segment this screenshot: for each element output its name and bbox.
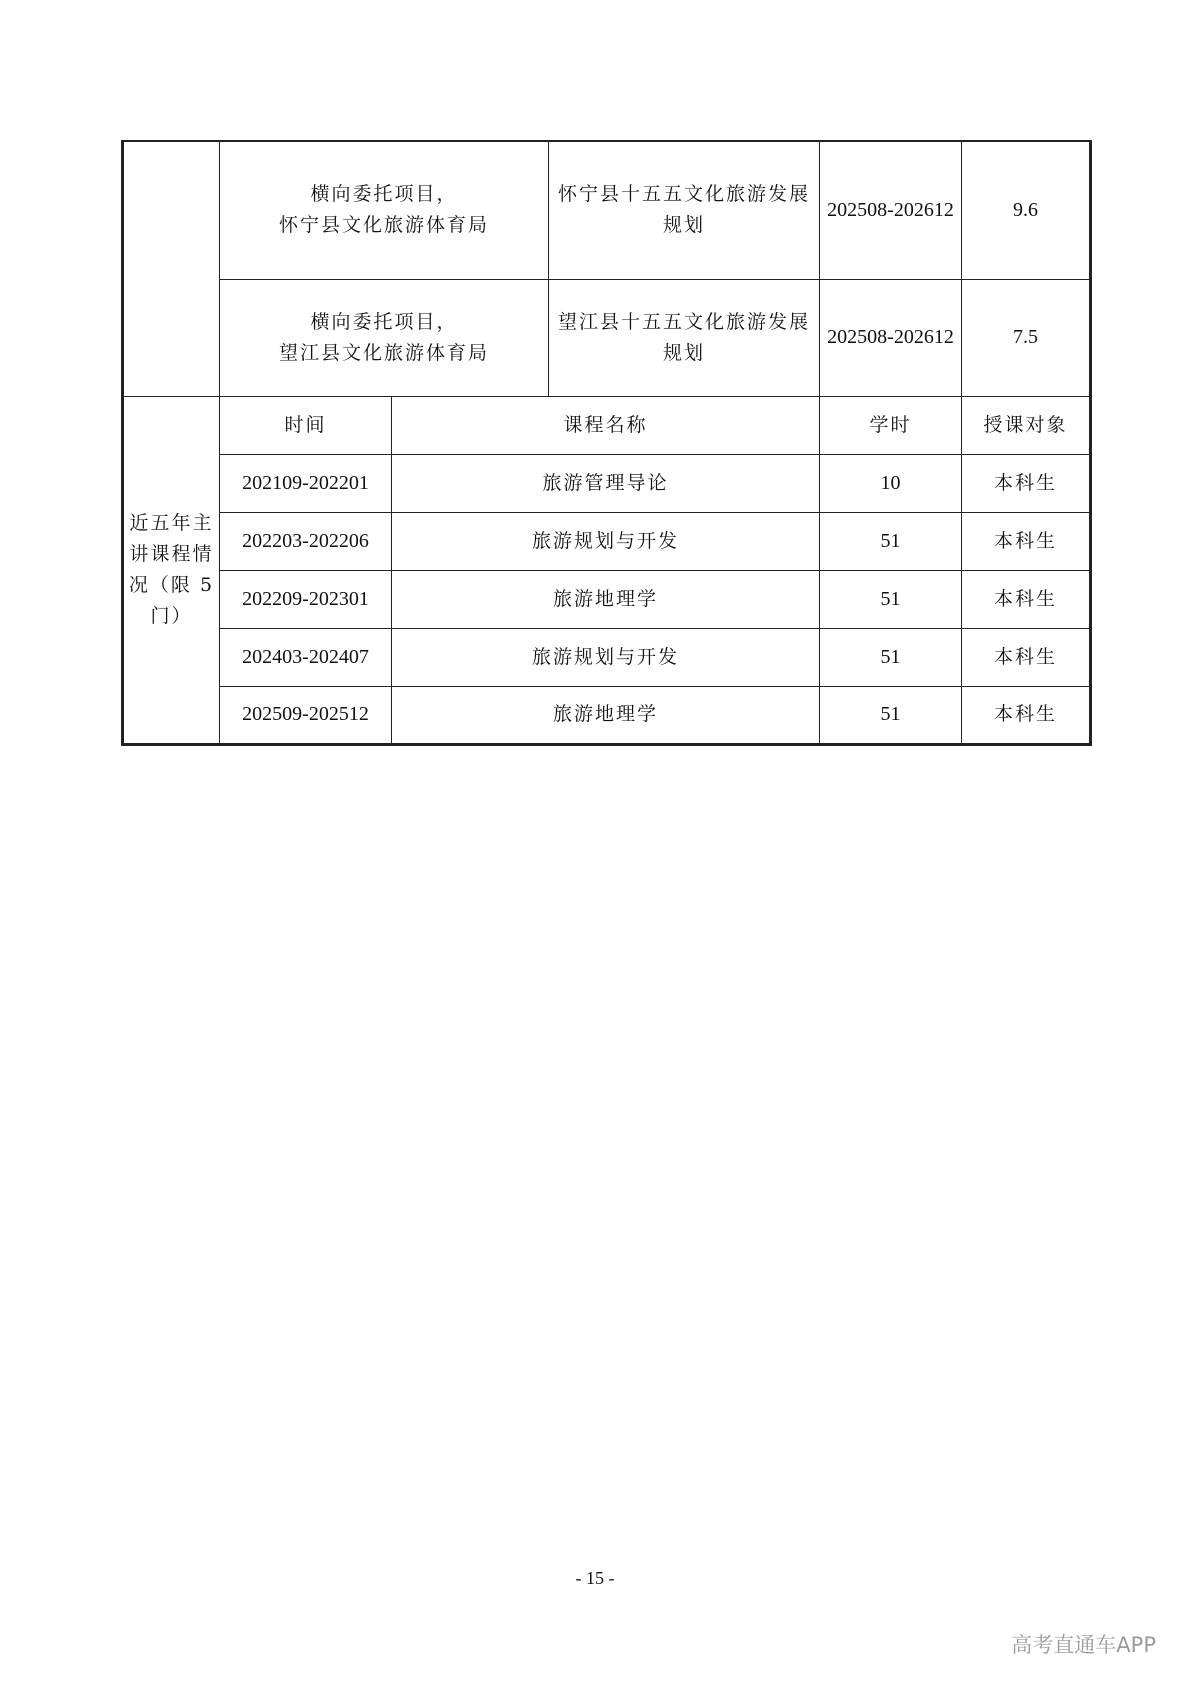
project-name: 怀宁县十五五文化旅游发展 规划 (549, 141, 820, 279)
project-row (123, 279, 1091, 396)
course-row (123, 628, 1091, 686)
watermark-text: 高考直通车APP (1011, 1633, 1156, 1657)
course-time: 202109-202201 (220, 454, 392, 512)
course-hours: 51 (820, 570, 962, 628)
course-row (123, 686, 1091, 744)
course-name: 旅游规划与开发 (392, 628, 820, 686)
project-name: 望江县十五五文化旅游发展 规划 (549, 279, 820, 396)
blank-label-cell (123, 141, 220, 396)
info-table (121, 140, 1092, 746)
course-row (123, 454, 1091, 512)
header-course-name: 课程名称 (392, 396, 820, 454)
course-time: 202403-202407 (220, 628, 392, 686)
header-time: 时间 (220, 396, 392, 454)
header-audience: 授课对象 (962, 396, 1091, 454)
course-name: 旅游规划与开发 (392, 512, 820, 570)
project-period: 202508-202612 (820, 279, 962, 396)
page-number: - 15 - (575, 1568, 615, 1588)
course-time: 202509-202512 (220, 686, 392, 744)
course-time: 202209-202301 (220, 570, 392, 628)
project-period: 202508-202612 (820, 141, 962, 279)
course-audience: 本科生 (962, 512, 1091, 570)
header-hours: 学时 (820, 396, 962, 454)
course-name: 旅游地理学 (392, 686, 820, 744)
course-hours: 51 (820, 686, 962, 744)
course-row (123, 512, 1091, 570)
course-name: 旅游管理导论 (392, 454, 820, 512)
project-amount: 9.6 (962, 141, 1091, 279)
course-audience: 本科生 (962, 686, 1091, 744)
project-source: 横向委托项目， 望江县文化旅游体育局 (220, 279, 549, 396)
course-audience: 本科生 (962, 454, 1091, 512)
course-header-row (123, 396, 1091, 454)
course-hours: 10 (820, 454, 962, 512)
course-row (123, 570, 1091, 628)
course-audience: 本科生 (962, 570, 1091, 628)
project-row (123, 141, 1091, 279)
project-amount: 7.5 (962, 279, 1091, 396)
course-audience: 本科生 (962, 628, 1091, 686)
course-hours: 51 (820, 628, 962, 686)
courses-section-label: 近五年主 讲课程情 况（限 5 门） (123, 396, 220, 744)
course-name: 旅游地理学 (392, 570, 820, 628)
course-time: 202203-202206 (220, 512, 392, 570)
project-source: 横向委托项目， 怀宁县文化旅游体育局 (220, 141, 549, 279)
course-hours: 51 (820, 512, 962, 570)
